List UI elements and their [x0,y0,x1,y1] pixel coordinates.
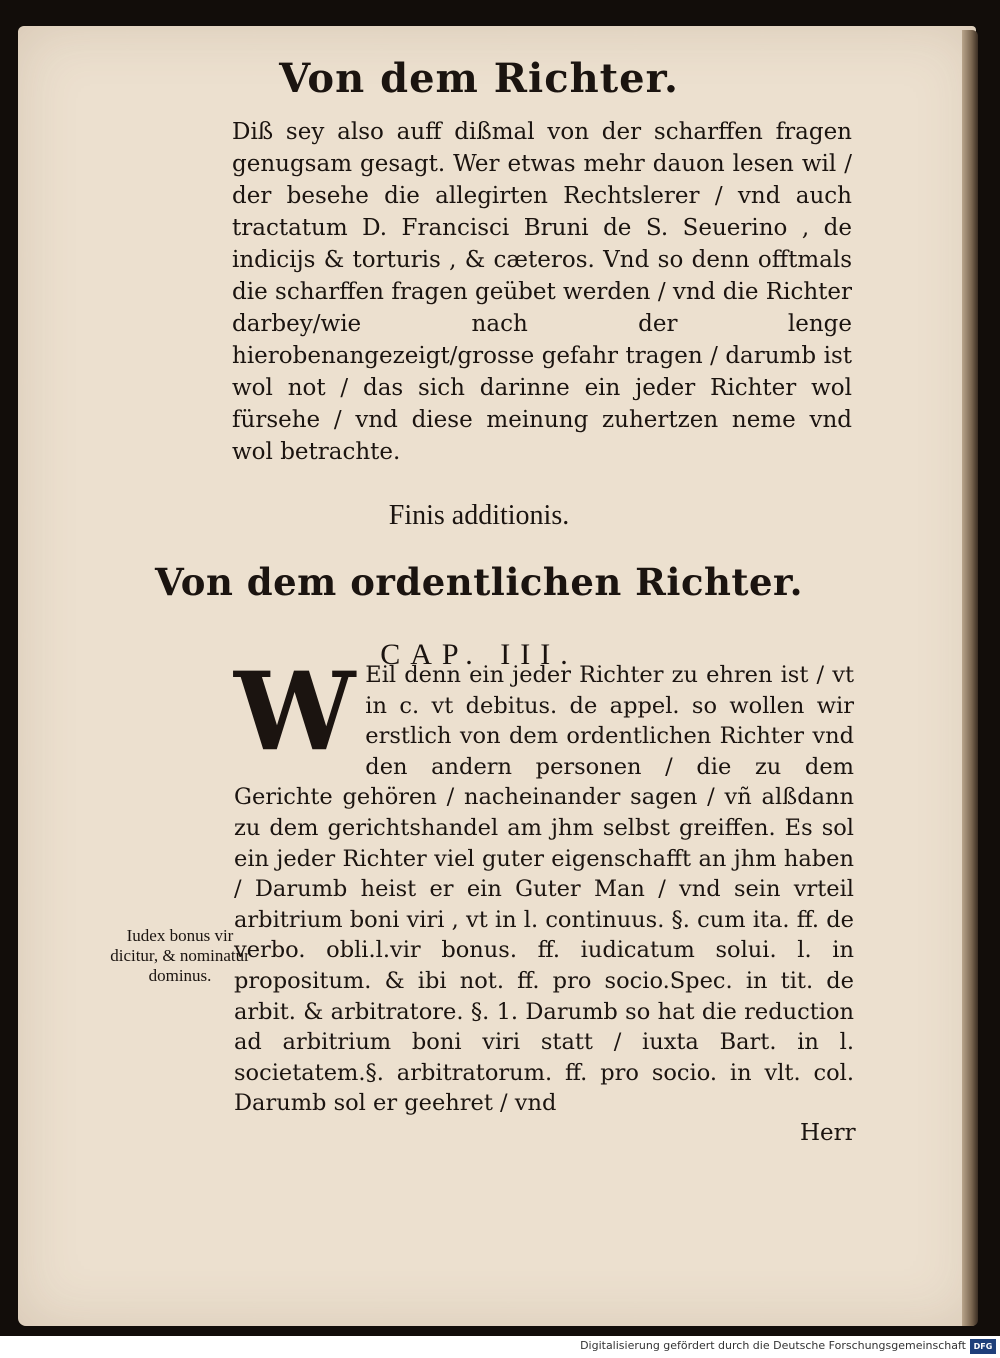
paragraph-2-text: Eil denn ein jeder Richter zu ehren ist / vt in c. vt debitus. de appel. so wollen wir erstlich von dem ordentlichen Richter vnd den andern personen / die zu dem Gerichte gehören / nacheinander sagen / vñ alßdann zu dem gerichtshandel am jhm selbst greiffen. Es sol ein jeder Richter viel guter eigenschafft an jhm haben / Darumb heist er ein Guter Man / vnd sein vrteil arbitrium boni viri , vt in l. continuus. §. cum ita. ff. de verbo. obli.l.vir bonus. ff. iudicatum solui. l. in propositum. & ibi not. ff. pro socio.Spec. in tit. de arbit. & arbitratore. §. 1. Darumb so hat die reduction ad arbitrium boni viri statt / iuxta Bart. in l. societatem.§. arbitratorum. ff. pro socio. in vlt. col. Darumb sol er geehret / vnd [234,662,854,1117]
paragraph-1: Diß sey also auff dißmal von der scharffen fragen genugsam gesagt. Wer etwas mehr dauon lesen wil / der besehe die allegirten Rechtslerer / vnd auch tractatum D. Francisci Bruni de S. Seuerino , de indicijs & torturis , & cæteros. Vnd so denn offtmals die scharffen fragen geübet werden / vnd die Richter darbey/wie nach der lenge hierobenangezeigt/grosse gefahr tragen / darumb ist wol not / das sich darinne ein jeder Richter wol fürsehe / vnd diese meinung zuhertzen neme vnd wol betrachte. [232,119,852,465]
chapter-number: CAP. III. [380,638,578,671]
page-heading: Von dem Richter. [279,55,679,102]
chapter-heading: Von dem ordentlichen Richter. [155,560,803,604]
footer-bar [0,1336,1000,1358]
margin-note: Iudex bonus vir dicitur, & nominatur dominus. [110,926,250,985]
drop-cap: W [234,649,356,775]
catchword: Herr [800,1120,856,1146]
page-edge [962,30,978,1326]
dfg-logo: DFG [970,1339,996,1354]
finis-line: Finis additionis. [388,500,570,531]
funding-credit: Digitalisierung gefördert durch die Deutsche Forschungsgemeinschaft [580,1339,966,1352]
